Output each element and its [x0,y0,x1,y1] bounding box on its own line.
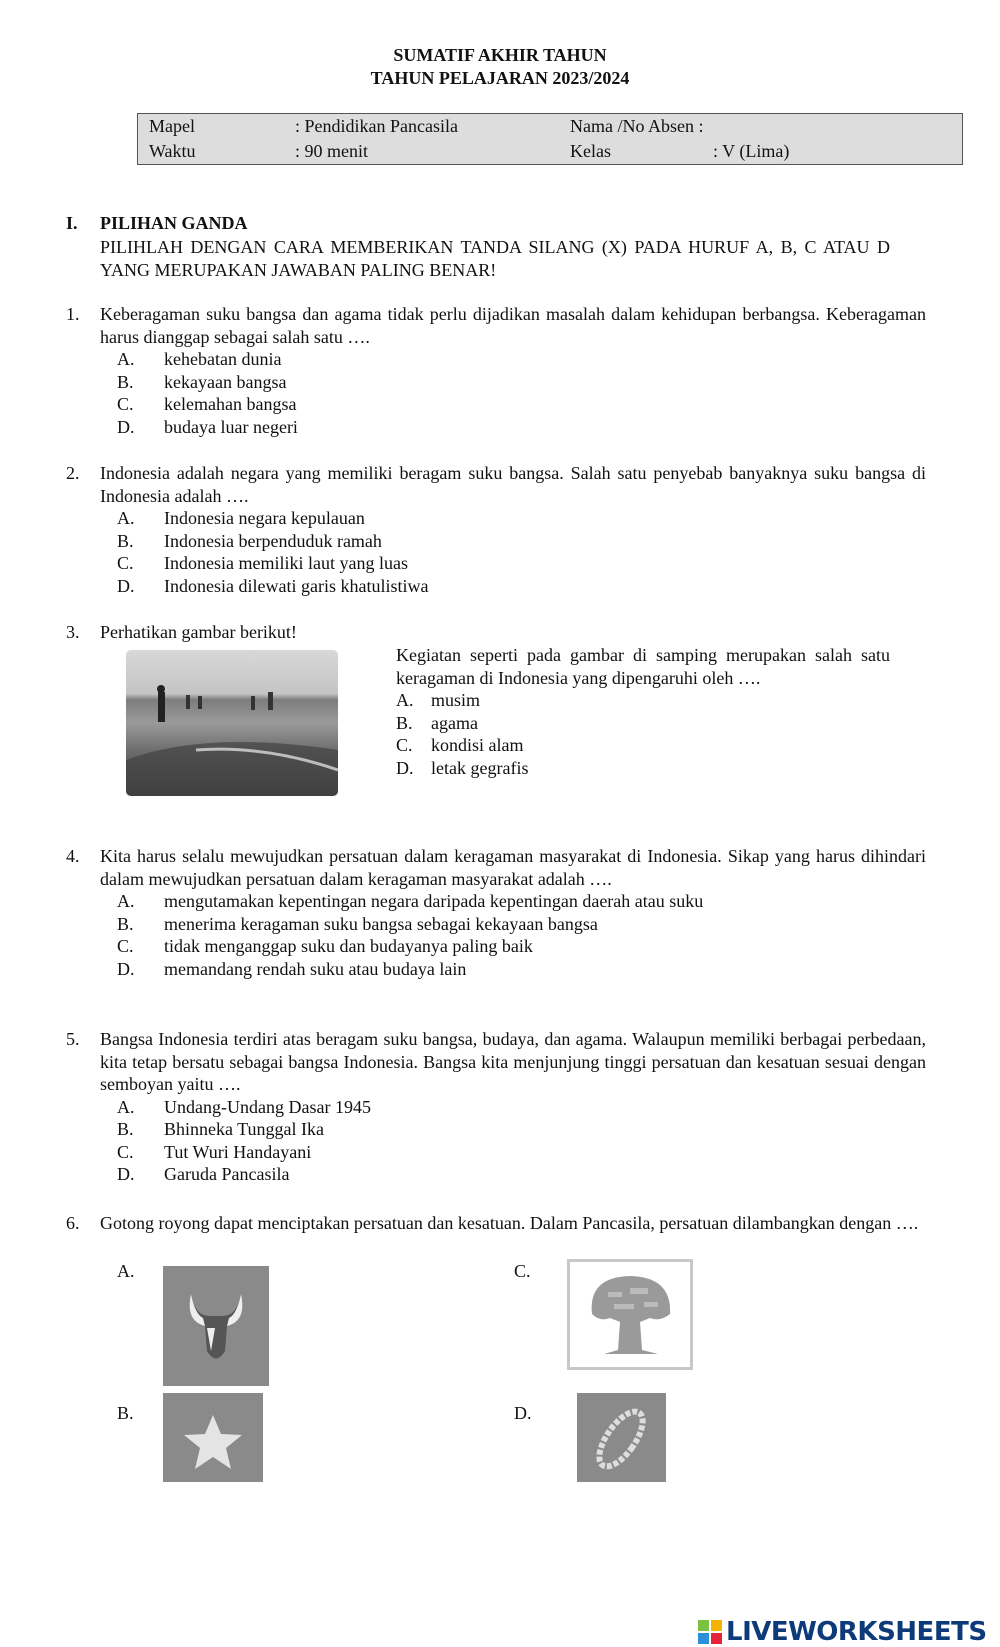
option-d[interactable] [66,416,926,439]
option-text: Indonesia dilewati garis khatulistiwa [164,575,429,596]
mapel-label: Mapel [149,116,195,136]
option-text: Indonesia berpenduduk ramah [164,530,382,551]
option-text: Bhinneka Tunggal Ika [164,1119,324,1139]
question-number: 5. [66,1029,80,1049]
option-letter: D. [117,1164,135,1184]
question-4 [66,845,926,980]
option-b[interactable] [66,1118,926,1141]
option-text: agama [431,712,478,733]
beach-fishing-photo [126,650,338,796]
section-instruction: PILIHLAH DENGAN CARA MEMBERIKAN TANDA SILANG (X) PADA HURUF A, B, C ATAU D YANG MERUPAKAN JAWABAN PALING BENAR! [100,237,890,280]
option-b[interactable] [66,913,926,936]
banyan-tree-icon[interactable] [567,1259,693,1370]
question-5 [66,1028,926,1186]
option-text: kekayaan bangsa [164,371,287,392]
option-text: budaya luar negeri [164,416,298,437]
option-c[interactable] [396,734,696,757]
bull-head-icon[interactable] [163,1266,269,1386]
question-number: 4. [66,846,80,866]
option-letter: D. [396,757,414,778]
section-number: I. [66,213,78,233]
option-d[interactable] [396,757,696,780]
option-text: menerima keragaman suku bangsa sebagai kekayaan bangsa [164,913,598,934]
option-a[interactable] [66,507,926,530]
option-text: Undang-Undang Dasar 1945 [164,1096,371,1117]
option-text: Indonesia negara kepulauan [164,508,365,528]
option-d[interactable] [66,575,926,598]
option-c[interactable] [66,393,926,416]
option-letter: B. [117,371,134,392]
option-a-label[interactable]: A. [117,1261,135,1281]
option-b[interactable] [396,712,696,735]
option-letter: A. [117,349,135,369]
question-2 [66,462,926,597]
question-number: 1. [66,304,80,324]
option-a[interactable] [66,348,926,371]
option-a[interactable] [66,890,926,913]
option-b[interactable] [66,530,926,553]
waktu-value: : 90 menit [295,141,368,161]
question-stem: Keberagaman suku bangsa dan agama tidak perlu dijadikan masalah dalam kehidupan berbangsa. Keberagaman harus dianggap sebagai salah satu …. [100,304,926,347]
option-d[interactable] [66,958,926,981]
option-letter: A. [396,690,414,710]
info-box [137,113,963,165]
option-a[interactable] [66,1096,926,1119]
option-text: mengutamakan kepentingan negara daripada kepentingan daerah atau suku [164,891,704,911]
question-number: 6. [66,1213,80,1233]
worksheet-subtitle: TAHUN PELAJARAN 2023/2024 [370,68,630,88]
option-letter: C. [117,1141,134,1162]
kelas-label: Kelas [570,141,611,161]
option-letter: A. [117,508,135,528]
live-blocks-icon [698,1620,722,1644]
option-letter: C. [117,394,134,414]
option-text: kondisi alam [431,735,524,755]
question-3-options [396,689,696,779]
option-text: Tut Wuri Handayani [164,1141,312,1162]
option-text: letak gegrafis [431,757,529,778]
option-text: memandang rendah suku atau budaya lain [164,958,467,979]
option-letter: D. [117,958,135,979]
option-text: Garuda Pancasila [164,1164,290,1184]
question-stem: Gotong royong dapat menciptakan persatuan dan kesatuan. Dalam Pancasila, persatuan dilambangkan dengan …. [100,1213,919,1233]
option-d[interactable] [66,1163,926,1186]
question-3 [66,621,926,644]
logo-text: LIVEWORKSHEETS [726,1617,987,1647]
option-c[interactable] [66,1141,926,1164]
question-stem: Bangsa Indonesia terdiri atas beragam suku bangsa, budaya, dan agama. Walaupun memiliki berbagai perbedaan, kita tetap bersatu sebagai bangsa Indonesia. Bangsa kita menjunjung tinggi persatuan dan kesatuan sesuai dengan semboyan yaitu …. [100,1029,926,1094]
option-d-label[interactable]: D. [514,1403,532,1423]
option-letter: B. [117,530,134,551]
worksheet-title: SUMATIF AKHIR TAHUN [393,45,607,65]
option-letter: C. [117,553,134,573]
option-text: musim [431,690,481,710]
option-c-label[interactable]: C. [514,1261,531,1281]
option-a[interactable] [396,689,696,712]
option-text: tidak menganggap suku dan budayanya paling baik [164,936,533,956]
fishermen-illustration [126,650,338,796]
option-letter: D. [117,416,135,437]
section-title: PILIHAN GANDA [100,213,248,233]
waktu-label: Waktu [149,141,196,161]
option-letter: B. [396,712,413,733]
question-number: 3. [66,622,80,642]
question-number: 2. [66,463,80,483]
question-stem: Indonesia adalah negara yang memiliki beragam suku bangsa. Salah satu penyebab banyaknya suku bangsa di Indonesia adalah …. [100,463,926,506]
nama-label: Nama /No Absen : [570,116,704,136]
option-letter: A. [117,891,135,911]
option-letter: B. [117,1119,134,1139]
star-icon[interactable] [163,1393,263,1482]
question-stem: Perhatikan gambar berikut! [100,622,297,642]
chain-icon[interactable] [577,1393,666,1482]
kelas-value: : V (Lima) [713,141,790,161]
option-c[interactable] [66,935,926,958]
option-letter: D. [117,575,135,596]
question-3-side-text: Kegiatan seperti pada gambar di samping merupakan salah satu keragaman di Indonesia yang dipengaruhi oleh …. [396,645,890,688]
mapel-value: : Pendidikan Pancasila [295,116,458,136]
option-letter: C. [117,936,134,956]
option-text: Indonesia memiliki laut yang luas [164,553,408,573]
option-letter: C. [396,735,413,755]
option-c[interactable] [66,552,926,575]
option-text: kelemahan bangsa [164,394,297,414]
option-b-label[interactable]: B. [117,1403,134,1423]
option-letter: B. [117,913,134,934]
question-stem: Kita harus selalu mewujudkan persatuan dalam keragaman masyarakat di Indonesia. Sikap yang harus dihindari dalam mewujudkan persatuan dalam keragaman masyarakat adalah …. [100,846,926,889]
option-b[interactable] [66,371,926,394]
option-letter: A. [117,1096,135,1117]
option-text: kehebatan dunia [164,349,282,369]
question-6 [66,1212,926,1235]
liveworksheets-logo [698,1617,987,1647]
question-1 [66,303,926,438]
